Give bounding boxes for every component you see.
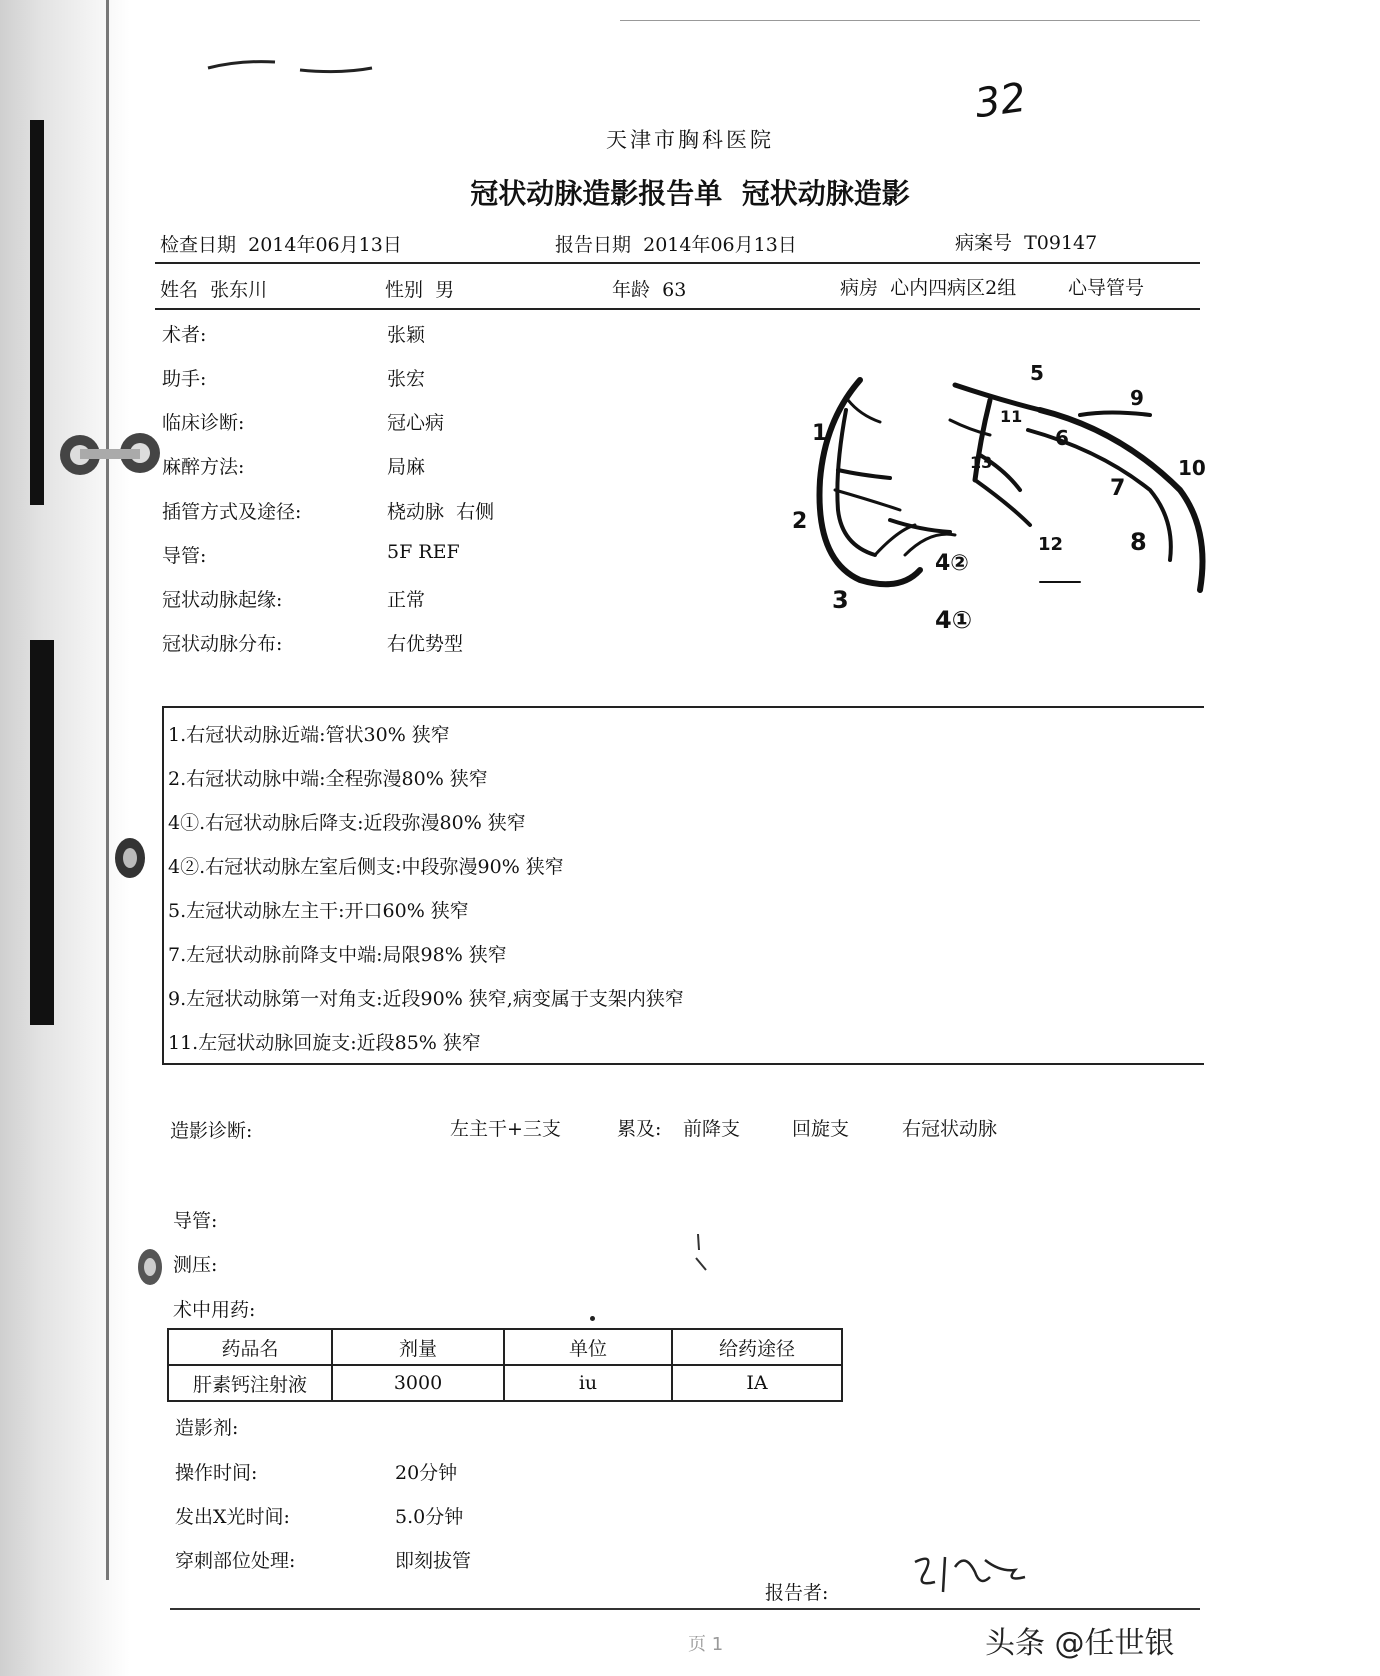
access-route-value: 桡动脉 右侧 [387,501,495,523]
diagonal-branch [1080,413,1150,416]
table-row [168,1365,842,1401]
coronary-origin-value: 正常 [387,589,426,611]
rca-vessel-inner [837,410,875,555]
operation-time-label: 操作时间: [175,1462,258,1484]
operation-time-value: 20分钟 [395,1462,458,1484]
angiographic-diagnosis-label: 造影诊断: [170,1120,253,1142]
finding-item: 2.右冠状动脉中端:全程弥漫80% 狭窄 [168,768,488,790]
rca-pda-branch [890,520,950,532]
pressure-label: 测压: [173,1254,218,1276]
ward-label: 病房 [840,277,879,299]
catheter-type-value: 5F REF [387,541,460,563]
sex-value: 男 [435,279,455,301]
table-header-cell: 给药途径 [672,1329,842,1365]
table-cell: 肝素钙注射液 [168,1365,332,1401]
sex-field [385,275,454,302]
sex-label: 性别 [385,279,424,301]
segment-label-7: 7 [1110,476,1126,501]
ward-field [840,273,1016,300]
puncture-site-label: 穿刺部位处理: [175,1550,296,1572]
header-divider [155,262,1200,264]
patient-name-field [160,275,267,302]
coronary-distribution-label: 冠状动脉分布: [162,633,283,655]
assistant-label: 助手: [162,368,207,390]
involved-vessel: 前降支 [683,1118,741,1140]
segment-label-1: 1 [812,421,828,446]
anesthesia-value: 局麻 [387,456,426,478]
table-header-cell: 药品名 [168,1329,332,1365]
segment-label-5: 5 [1030,361,1044,385]
exam-date-value: 2014年06月13日 [248,234,402,256]
table-header-cell: 单位 [504,1329,672,1365]
clinical-diagnosis-value: 冠心病 [387,412,445,434]
intraop-drugs-label: 术中用药: [173,1299,256,1321]
page-fold-line [106,0,109,1580]
binder-ring-icon [55,425,165,485]
case-number-label: 病案号 [955,232,1013,254]
rca-branch [838,470,890,478]
report-date-label: 报告日期 [555,234,632,256]
segment-label-10: 10 [1178,456,1206,480]
puncture-site-value: 即刻拔管 [395,1550,472,1572]
exam-date-field [160,230,402,257]
xray-time-label: 发出X光时间: [175,1506,290,1528]
involved-vessel: 右冠状动脉 [902,1118,998,1140]
segment-label-8: 8 [1130,528,1147,556]
report-title: 冠状动脉造影报告单 冠状动脉造影 [470,177,910,210]
findings-box [162,706,1204,1065]
watermark: 头条 @任世银 [985,1626,1175,1661]
scan-top-edge [620,20,1200,21]
coronary-artery-diagram [780,360,1206,640]
involved-label: 累及: [617,1118,662,1140]
finding-item: 4②.右冠状动脉左室后侧支:中段弥漫90% 狭窄 [168,856,564,878]
reporter-label: 报告者: [765,1582,829,1604]
table-header-row [168,1329,842,1365]
age-label: 年龄 [612,279,651,301]
finding-item: 11.左冠状动脉回旋支:近段85% 狭窄 [168,1032,481,1054]
finding-item: 5.左冠状动脉左主干:开口60% 狭窄 [168,900,469,922]
segment-label-11: 11 [1000,407,1023,426]
page-number: 页 1 [688,1634,724,1655]
assistant-value: 张宏 [387,368,426,390]
segment-label-13: 13 [970,453,993,472]
patient-name-label: 姓名 [160,279,199,301]
finding-item: 7.左冠状动脉前降支中端:局限98% 狭窄 [168,944,507,966]
segment-label-4-1: 4① [935,606,973,634]
scan-shadow-bar [30,640,54,1025]
table-cell: iu [504,1365,672,1401]
header-divider [155,308,1200,310]
catheter-type-label: 导管: [162,545,207,567]
segment-label-3: 3 [832,586,849,614]
age-field [612,275,686,302]
finding-item: 1.右冠状动脉近端:管状30% 狭窄 [168,724,450,746]
handwritten-page-mark: 32 [972,74,1029,128]
binder-hole-icon [112,835,148,881]
surgeon-value: 张颖 [387,324,426,346]
table-cell: 3000 [332,1365,504,1401]
table-header-cell: 剂量 [332,1329,504,1365]
contrast-agent-label: 造影剂: [175,1417,239,1439]
page-binding-edge [0,0,130,1676]
rca-branch [835,490,900,510]
footer-divider [170,1608,1200,1610]
case-number-value: T09147 [1024,232,1098,254]
segment-label-9: 9 [1130,386,1144,410]
case-number-field [955,228,1097,255]
ward-value: 心内四病区2组 [890,277,1017,299]
hospital-name: 天津市胸科医院 [606,128,774,152]
left-main-vessel [955,385,1040,410]
stray-pen-mark [690,1230,720,1275]
rca-branch [848,400,880,422]
segment-label-2: 2 [792,509,808,534]
binder-hole-icon [135,1245,165,1289]
coronary-origin-label: 冠状动脉起缘: [162,589,283,611]
finding-item: 9.左冠状动脉第一对角支:近段90% 狭窄,病变属于支架内狭窄 [168,988,684,1010]
report-date-value: 2014年06月13日 [643,234,797,256]
segment-label-4-2: 4② [935,551,969,576]
catheter-label: 导管: [173,1210,218,1232]
coronary-distribution-value: 右优势型 [387,633,464,655]
obtuse-marginal-branch [975,480,1030,525]
drug-table [167,1328,843,1402]
stray-dot [590,1316,595,1321]
diagnosis-main: 左主干+三支 [450,1118,561,1140]
segment-label-6: 6 [1055,426,1069,450]
access-route-label: 插管方式及途径: [162,501,302,523]
patient-name-value: 张东川 [210,279,268,301]
age-value: 63 [662,279,687,301]
surgeon-label: 术者: [162,324,207,346]
exam-date-label: 检查日期 [160,234,237,256]
report-date-field [555,230,797,257]
anesthesia-label: 麻醉方法: [162,456,245,478]
stray-pen-marks [200,50,380,80]
table-cell: IA [672,1365,842,1401]
clinical-diagnosis-label: 临床诊断: [162,412,245,434]
catheter-number-label: 心导管号 [1068,277,1145,299]
xray-time-value: 5.0分钟 [395,1506,464,1528]
finding-item: 4①.右冠状动脉后降支:近段弥漫80% 狭窄 [168,812,526,834]
handwritten-signature [905,1542,1035,1602]
involved-vessel: 回旋支 [792,1118,850,1140]
segment-label-12: 12 [1038,534,1064,555]
